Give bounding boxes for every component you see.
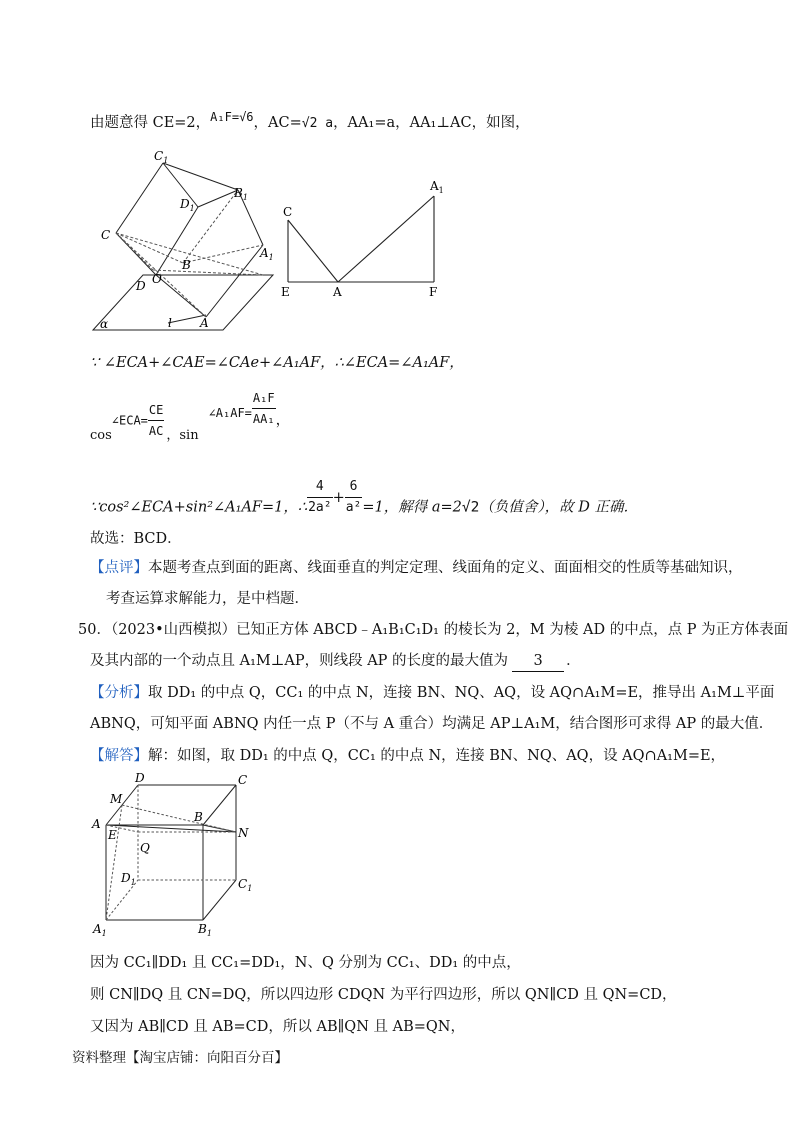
intro-text-3: ，AA₁=a，AA₁⊥AC，如图， bbox=[333, 115, 530, 131]
label-C1: $C_1$ bbox=[154, 149, 169, 165]
answer-value: 3 bbox=[533, 653, 543, 669]
label-A: A bbox=[92, 817, 101, 831]
comment-line-2: 考查运算求解能力，是中档题． bbox=[106, 591, 309, 607]
eq2-end: ， bbox=[275, 412, 291, 429]
fraction-6-a2 bbox=[345, 477, 363, 518]
label-F: F bbox=[429, 285, 438, 298]
intro-line bbox=[90, 110, 530, 134]
label-A1: $A_1$ bbox=[93, 922, 107, 938]
figure-cube-plane bbox=[88, 145, 288, 340]
question-50-text-2: 及其内部的一个动点且 A₁M⊥AP，则线段 AP 的长度的最大值为 bbox=[90, 653, 509, 669]
label-l: l bbox=[168, 316, 172, 330]
label-N: N bbox=[238, 826, 249, 840]
fraction-4-2a2 bbox=[307, 477, 332, 518]
cos-label: cos bbox=[90, 427, 112, 443]
comment-line-1 bbox=[90, 558, 743, 578]
eq3-text-3: （负值舍），故 D 正确． bbox=[479, 499, 638, 516]
question-50-line-2 bbox=[90, 651, 581, 672]
eq3-text-1: ∵cos²∠ECA+sin²∠A₁AF=1，∴ bbox=[90, 499, 308, 516]
label-B1: $B_1$ bbox=[198, 922, 212, 938]
sqrt2-value: √2 bbox=[461, 499, 480, 516]
figure-cube-abcd bbox=[88, 770, 263, 940]
label-C: C bbox=[283, 205, 293, 219]
label-D1: $D_1$ bbox=[121, 871, 136, 887]
fraction-numerator: A₁F bbox=[252, 388, 276, 409]
fraction-ce-ac bbox=[148, 400, 164, 441]
label-C: C bbox=[238, 773, 248, 787]
analysis-line-1 bbox=[90, 683, 774, 703]
fraction-denominator: AC bbox=[148, 424, 164, 438]
label-D: D bbox=[136, 279, 146, 293]
fraction-numerator: CE bbox=[148, 400, 164, 421]
analysis-line-2: ABNQ，可知平面 ABNQ 内任一点 P（不与 A 重合）均满足 AP⊥A₁M，结合图形可求得 AP 的最大值． bbox=[90, 716, 774, 732]
eq3-text-2: =1，解得 a=2 bbox=[362, 499, 462, 516]
label-B1: $B_1$ bbox=[234, 186, 248, 202]
comment-text-1: 本题考查点到面的距离、线面垂直的判定定理、线面角的定义、面面相交的性质等基础知识， bbox=[148, 560, 743, 576]
label-C: C bbox=[101, 228, 111, 242]
equation-final bbox=[90, 479, 638, 528]
answer-blank bbox=[512, 651, 564, 672]
footer-source: 资料整理【淘宝店铺：向阳百分百】 bbox=[72, 1050, 288, 1066]
fraction-numerator: 6 bbox=[345, 477, 363, 498]
label-A1: $A_1$ bbox=[260, 246, 274, 262]
fraction-a1f-aa1 bbox=[252, 388, 276, 429]
label-A1: $A_1$ bbox=[430, 179, 444, 195]
label-M: M bbox=[110, 792, 123, 806]
comment-tag: 【点评】 bbox=[90, 560, 148, 576]
question-50-line-1: 50．（2023•山西模拟）已知正方体 ABCD﹣A₁B₁C₁D₁ 的棱长为 2，M 为棱 AD 的中点，点 P 为正方体表面 bbox=[78, 622, 789, 638]
intro-text-1: 由题意得 CE=2， bbox=[90, 115, 211, 131]
label-C1: $C_1$ bbox=[238, 877, 253, 893]
label-D: D bbox=[135, 771, 145, 785]
analysis-tag: 【分析】 bbox=[90, 685, 148, 701]
body-line-3: 又因为 AB∥CD 且 AB=CD，所以 AB∥QN 且 AB=QN， bbox=[90, 1019, 465, 1035]
fraction-denominator: AA₁ bbox=[252, 412, 275, 426]
label-Q: Q bbox=[140, 841, 150, 855]
a1f-value: A₁F=√6 bbox=[210, 110, 254, 124]
intro-text-2: ，AC= bbox=[253, 115, 302, 131]
solution-text-1: 解：如图，取 DD₁ 的中点 Q，CC₁ 的中点 N，连接 BN、NQ、AQ，设 AQ∩A₁M=E， bbox=[148, 748, 726, 764]
figure-eaf bbox=[278, 178, 458, 298]
label-B: B bbox=[182, 258, 191, 272]
fraction-denominator: 2a² bbox=[308, 500, 332, 515]
label-alpha: α bbox=[100, 317, 109, 331]
label-A: A bbox=[333, 285, 342, 298]
angle-eca: ∠ECA= bbox=[111, 413, 148, 428]
analysis-text-1: 取 DD₁ 的中点 Q，CC₁ 的中点 N，连接 BN、NQ、AQ，设 AQ∩A₁M=E，推导出 A₁M⊥平面 bbox=[148, 685, 775, 701]
fraction-denominator: a² bbox=[345, 500, 362, 515]
equation-angle: ∵ ∠ECA+∠CAE=∠CAe+∠A₁AF，∴∠ECA=∠A₁AF， bbox=[90, 355, 464, 371]
solution-tag: 【解答】 bbox=[90, 748, 148, 764]
label-E: E bbox=[108, 828, 117, 842]
fraction-numerator: 4 bbox=[307, 477, 332, 498]
label-E: E bbox=[281, 285, 290, 298]
sin-label: ，sin bbox=[166, 427, 199, 443]
sqrt2a-value: √2 a bbox=[301, 116, 334, 131]
answer-select: 故选：BCD． bbox=[90, 531, 182, 547]
body-line-1: 因为 CC₁∥DD₁ 且 CC₁=DD₁，N、Q 分别为 CC₁、DD₁ 的中点， bbox=[90, 955, 521, 971]
label-D1: $D_1$ bbox=[180, 197, 195, 213]
angle-a1af: ∠A₁AF= bbox=[208, 405, 252, 420]
label-O: O bbox=[152, 272, 162, 286]
question-50-end: ． bbox=[566, 653, 581, 669]
plus-sign: + bbox=[332, 489, 345, 506]
body-line-2: 则 CN∥DQ 且 CN=DQ，所以四边形 CDQN 为平行四边形，所以 QN∥CD 且 QN=CD， bbox=[90, 987, 677, 1003]
label-B: B bbox=[194, 810, 203, 824]
equation-cos-sin bbox=[90, 391, 291, 443]
label-A: A bbox=[200, 316, 209, 330]
solution-line-1 bbox=[90, 746, 725, 766]
